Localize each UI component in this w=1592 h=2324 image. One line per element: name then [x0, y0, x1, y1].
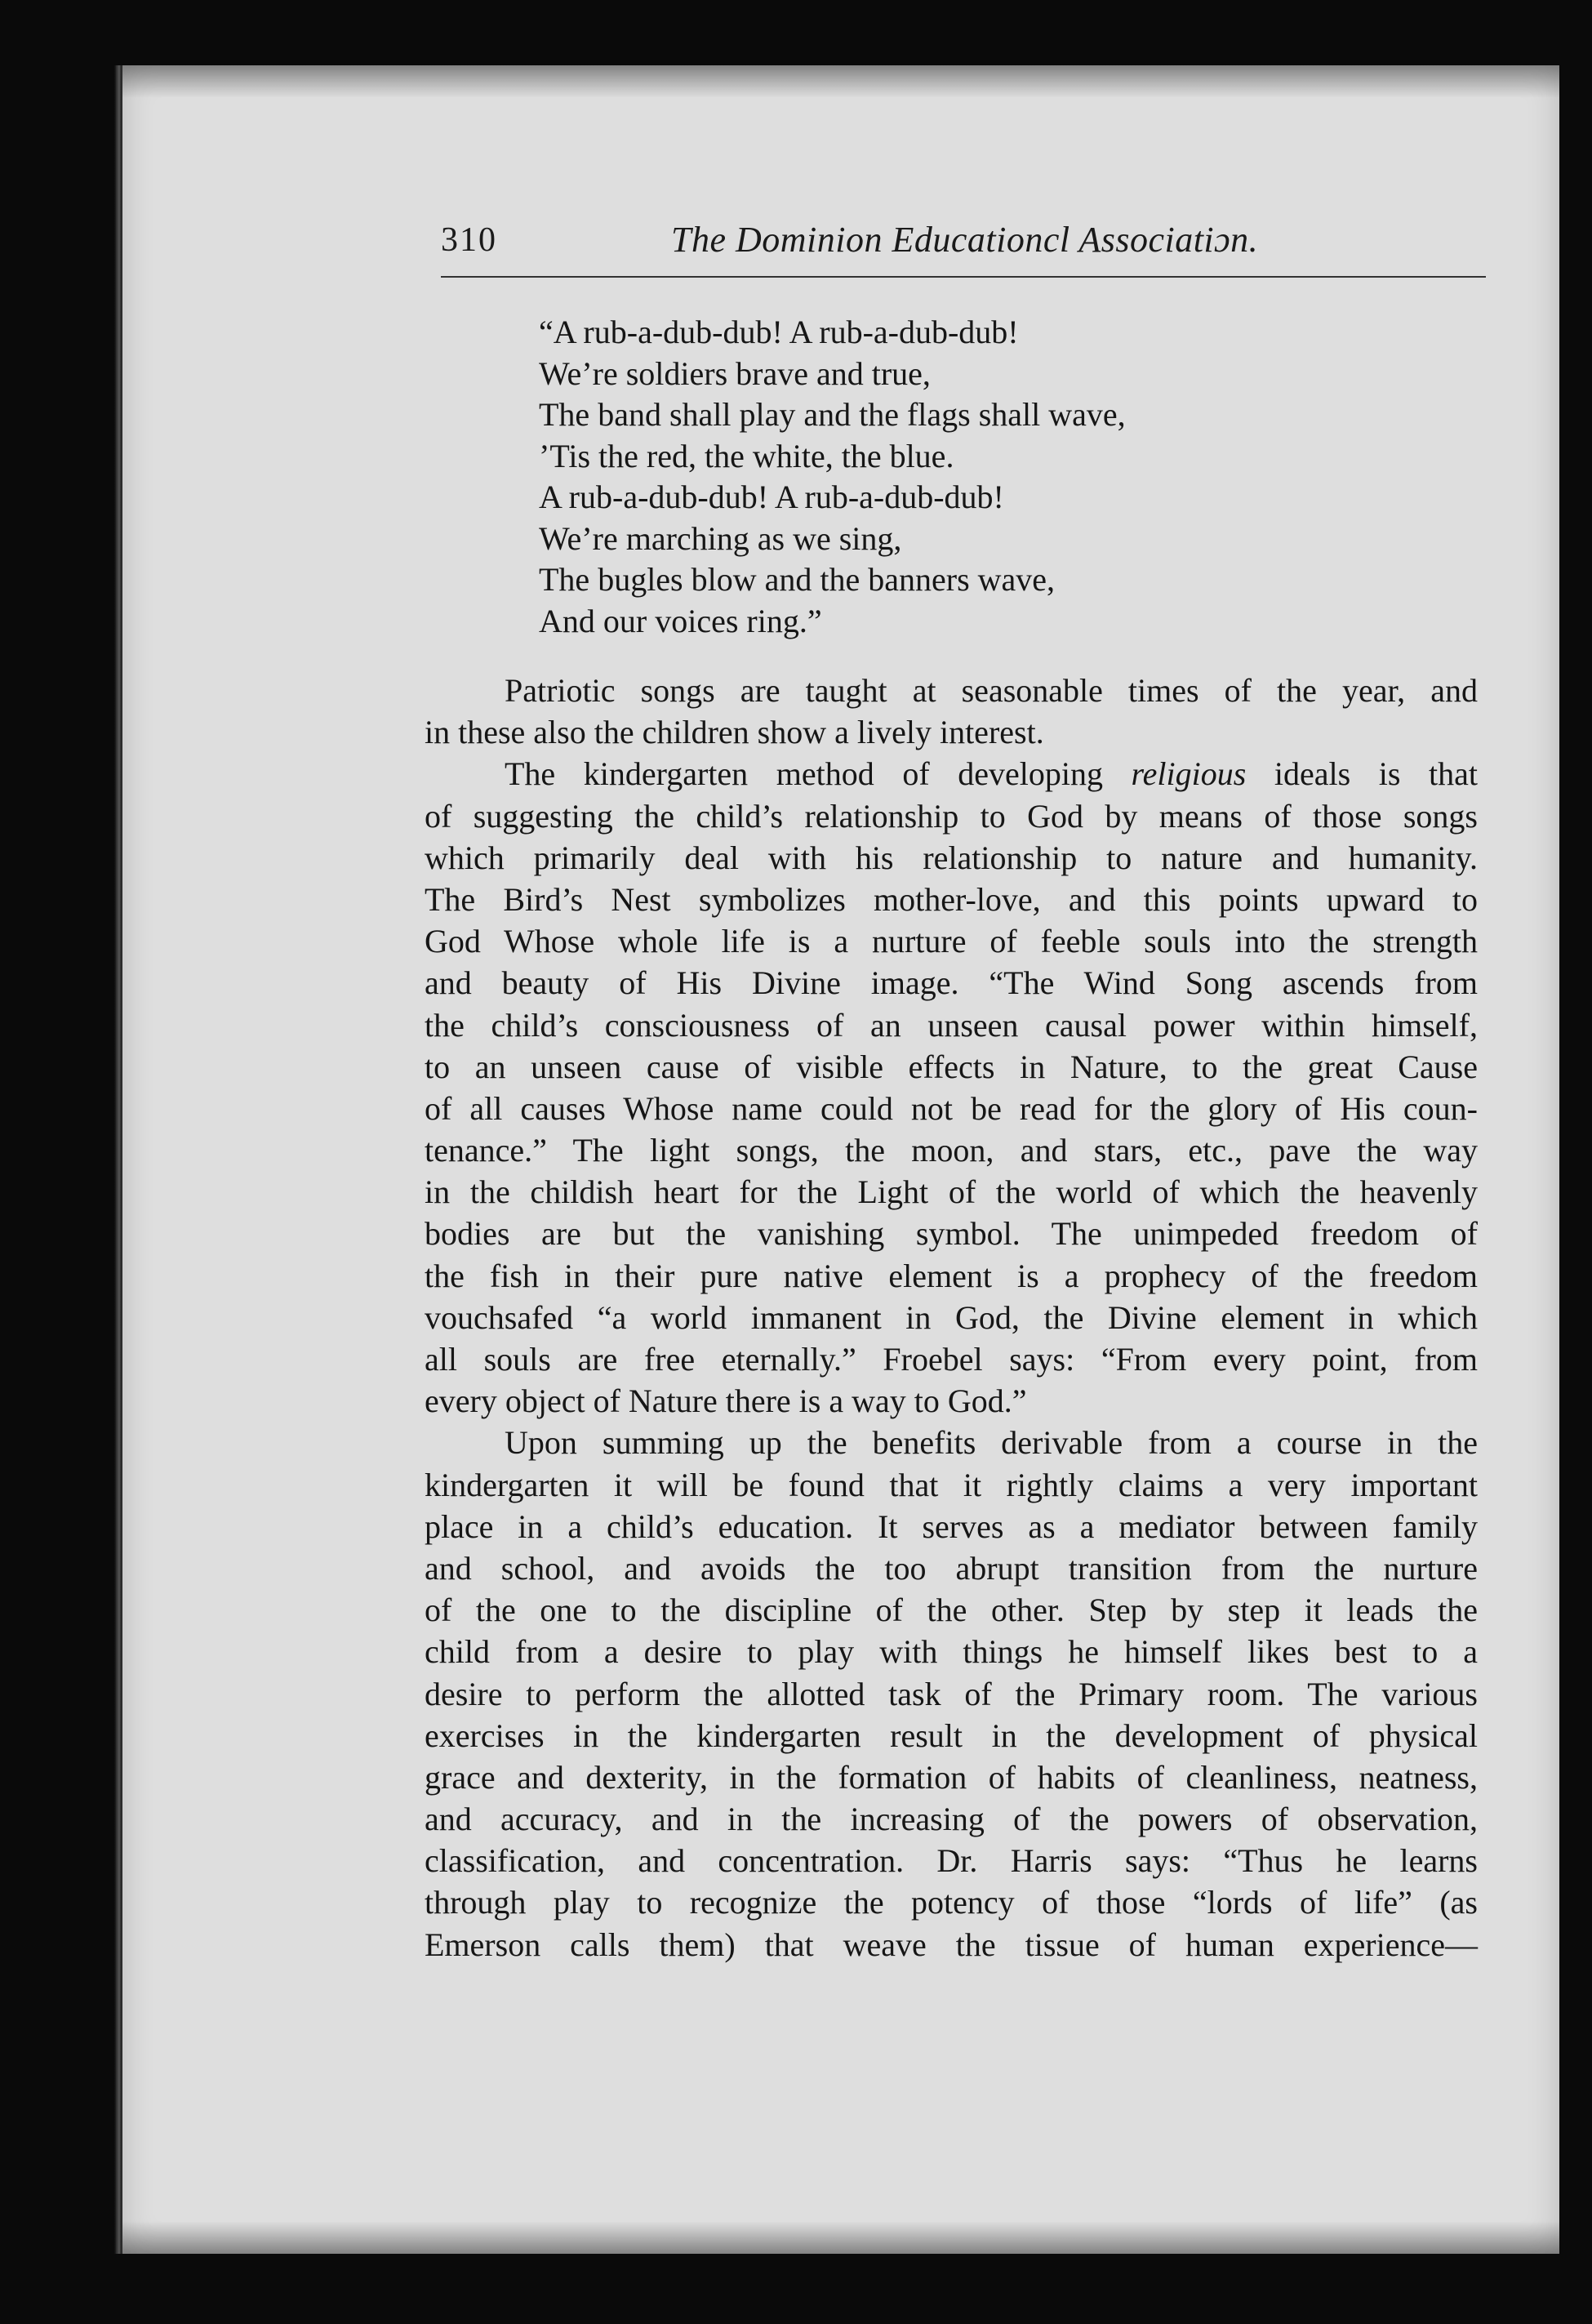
- text-run: ideals is that: [1274, 755, 1479, 793]
- text-line: every object of Nature there is a way to God.”: [425, 1382, 1027, 1420]
- text-line: vouchsafed “a world immanent in God, the Divine element in which: [425, 1298, 1478, 1336]
- text-line: child from a desire to play with things he himself likes best to a: [425, 1633, 1478, 1671]
- text-line: and beauty of His Divine image. “The Wind Song ascends from: [425, 964, 1478, 1002]
- text-run: The kindergarten method of developing: [505, 755, 1103, 793]
- text-line: Patriotic songs are taught at seasonable times of the year, and: [505, 672, 1478, 709]
- poem-line: ’Tis the red, the white, the blue.: [539, 437, 954, 474]
- poem-line: The band shall play and the flags shall wave,: [539, 396, 1126, 433]
- text-line: classification, and concentration. Dr. Harris says: “Thus he learns: [425, 1842, 1478, 1880]
- paragraph-religious-ideals: [425, 753, 1478, 1422]
- text-line: in these also the children show a lively interest.: [425, 714, 1044, 751]
- text-line: and school, and avoids the too abrupt transition from the nurture: [425, 1549, 1478, 1587]
- text-line: The Bird’s Nest symbolizes mother-love, and this points upward to: [425, 880, 1478, 918]
- poem-line: “A rub-a-dub-dub! A rub-a-dub-dub!: [539, 314, 1019, 350]
- text-line: of the one to the discipline of the other. Step by step it leads the: [425, 1592, 1478, 1629]
- text-line: in the childish heart for the Light of the world of which the heavenly: [425, 1173, 1478, 1211]
- text-line: grace and dexterity, in the formation of habits of cleanliness, neatness,: [425, 1758, 1478, 1796]
- text-line: to an unseen cause of visible effects in Nature, to the great Cause: [425, 1048, 1478, 1085]
- page-number: 310: [441, 221, 497, 259]
- header-rule: [441, 276, 1486, 278]
- paragraph-summary: [425, 1422, 1478, 1965]
- text-line: [425, 753, 1478, 795]
- poem-line: A rub-a-dub-dub! A rub-a-dub-dub!: [539, 479, 1004, 515]
- page-bottom-shadow: [122, 2221, 1559, 2254]
- poem-line: And our voices ring.”: [539, 602, 822, 639]
- text-line: of all causes Whose name could not be read for the glory of His coun-: [425, 1089, 1478, 1127]
- text-line: desire to perform the allotted task of the Primary room. The various: [425, 1675, 1478, 1712]
- poem-line: The bugles blow and the banners wave,: [539, 561, 1056, 598]
- text-line: tenance.” The light songs, the moon, and stars, etc., pave the way: [425, 1132, 1478, 1169]
- text-line: bodies are but the vanishing symbol. The unimpeded freedom of: [425, 1215, 1478, 1253]
- page-top-shadow: [122, 65, 1559, 98]
- text-line: the child’s consciousness of an unseen causal power within himself,: [425, 1006, 1478, 1044]
- running-title: The Dominion Educationcl Associatiɔn.: [671, 220, 1259, 260]
- poem-stanza: [539, 312, 1355, 642]
- poem-line: We’re marching as we sing,: [539, 519, 902, 557]
- text-line: kindergarten it will be found that it rightly claims a very important: [425, 1466, 1478, 1503]
- text-line: exercises in the kindergarten result in the development of physical: [425, 1716, 1478, 1754]
- text-line: and accuracy, and in the increasing of the powers of observation,: [425, 1801, 1478, 1838]
- text-line: Emerson calls them) that weave the tissue of human experience—: [425, 1926, 1478, 1963]
- text-line: all souls are free eternally.” Froebel says: “From every point, from: [425, 1341, 1478, 1378]
- text-line: Upon summing up the benefits derivable from a course in the: [505, 1424, 1478, 1462]
- text-line: of suggesting the child’s relationship to God by means of those songs: [425, 797, 1478, 835]
- italic-word: religious: [1131, 755, 1247, 793]
- text-line: through play to recognize the potency of those “lords of life” (as: [425, 1884, 1478, 1921]
- running-head: [441, 214, 1486, 271]
- text-line: which primarily deal with his relationship to nature and humanity.: [425, 839, 1478, 876]
- body-text: [425, 670, 1478, 1966]
- text-line: place in a child’s education. It serves as a mediator between family: [425, 1507, 1478, 1545]
- poem-line: We’re soldiers brave and true,: [539, 354, 931, 392]
- paragraph-patriotic-songs: [425, 670, 1478, 753]
- text-line: God Whose whole life is a nurture of feeble souls into the strength: [425, 923, 1478, 960]
- text-line: the fish in their pure native element is a prophecy of the freedom: [425, 1257, 1478, 1294]
